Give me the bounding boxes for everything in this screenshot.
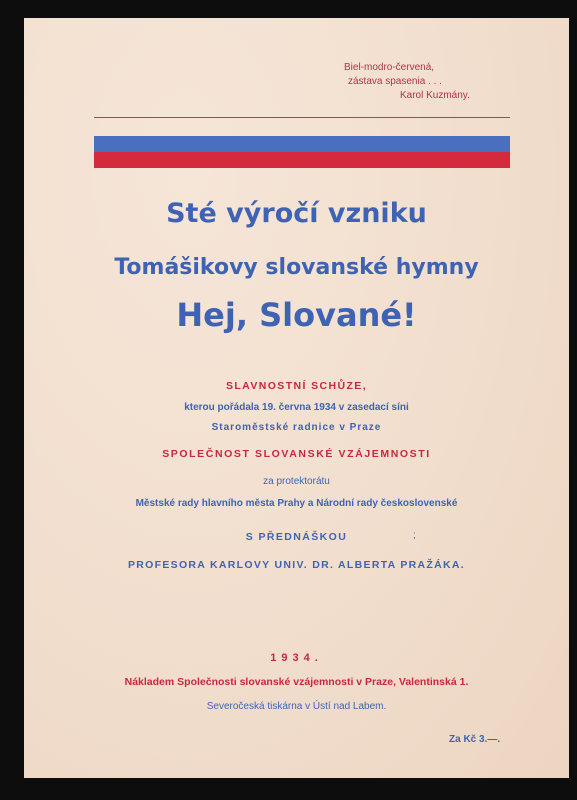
organizer-name: SPOLEČNOST SLOVANSKÉ VZÁJEMNOSTI — [162, 448, 431, 460]
ceremony-heading: SLAVNOSTNÍ SCHŮZE, — [225, 380, 368, 392]
motto-quote — [344, 61, 514, 103]
title-line-1: Sté výročí vzniku — [166, 198, 427, 229]
event-venue-line: Staroměstské radnice v Praze — [211, 422, 382, 433]
document-page — [24, 18, 569, 778]
publisher-line: Nákladem Společnosti slovanské vzájemnosti v Praze, Valentinská 1. — [124, 676, 469, 688]
patronage-line: Městské rady hlavního města Prahy a Národní rady československé — [135, 498, 458, 509]
event-date-line: kterou pořádala 19. června 1934 v zasedací síni — [184, 402, 409, 413]
motto-line-1: Biel-modro-červená, — [344, 62, 435, 73]
thin-red-rule — [94, 117, 510, 118]
publication-year: 1934. — [270, 652, 323, 664]
lecture-label: S PŘEDNÁŠKOU — [245, 531, 348, 543]
patronage-label: za protektorátu — [263, 476, 330, 487]
flag-stripe-red — [94, 152, 510, 168]
title-line-3: Hej, Slované! — [176, 296, 417, 334]
flag-stripe-blue — [94, 136, 510, 152]
motto-line-2: zástava spasenia . . . — [348, 76, 442, 87]
semicolon-mark: ; — [413, 530, 416, 541]
lecturer-name: PROFESORA KARLOVY UNIV. DR. ALBERTA PRAŽÁKA. — [127, 559, 466, 571]
motto-author: Karol Kuzmány. — [400, 90, 470, 101]
price-label: Za Kč 3.—. — [449, 734, 501, 745]
title-line-2: Tomášikovy slovanské hymny — [114, 255, 479, 280]
printer-line: Severočeská tiskárna v Ústí nad Labem. — [206, 701, 387, 712]
